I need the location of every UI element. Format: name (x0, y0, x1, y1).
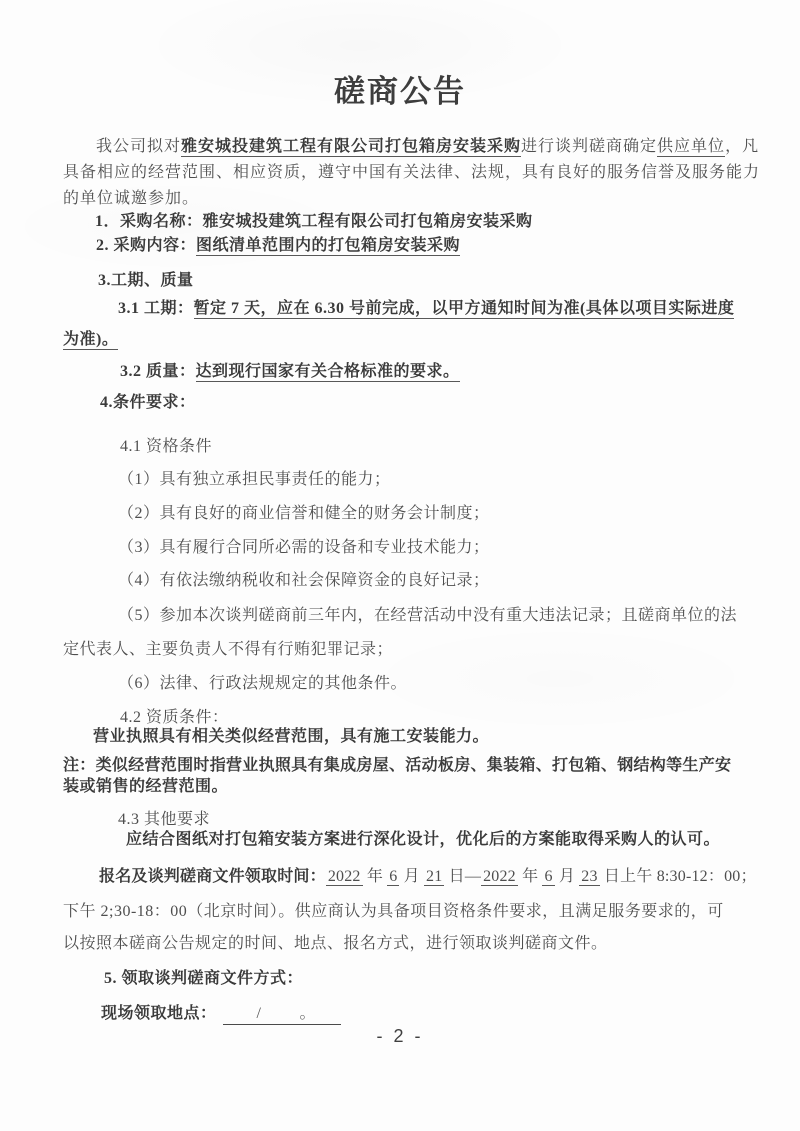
page-title: 磋商公告 (334, 74, 466, 109)
duration-value-line2: 为准)。 (63, 331, 119, 348)
reg-sep-1: 年 (362, 868, 388, 885)
section4-heading: 4.条件要求： (100, 394, 196, 411)
section43-value: 应结合图纸对打包箱安装方案进行深化设计，优化后的方案能取得采购人的认可。 (126, 831, 721, 848)
note-line-2: 装或销售的经营范围。 (63, 778, 229, 795)
section5-heading: 5. 领取谈判磋商文件方式： (104, 970, 304, 987)
condition-5-line1: （5）参加本次谈判磋商前三年内，在经营活动中没有重大违法记录；且磋商单位的法 (118, 607, 738, 624)
procurement-name-label: 1．采购名称： (95, 213, 203, 230)
condition-3: （3）具有履行合同所必需的设备和专业技术能力； (118, 539, 490, 556)
quality-line (120, 362, 460, 382)
reg-day-2: 23 (581, 868, 598, 885)
section43-heading: 4.3 其他要求 (118, 811, 211, 828)
reg-tail: 日上午 8:30-12：00； (599, 868, 757, 885)
intro-line-2: 具备相应的经营范围、相应资质，遵守中国有关法律、法规，具有良好的服务信誉及服务能力 (63, 164, 761, 181)
reg-day-1: 21 (426, 868, 443, 885)
registration-time-line (99, 867, 757, 887)
pickup-location-line (101, 1004, 341, 1025)
section42-value: 营业执照具有相关类似经营范围，具有施工安装能力。 (93, 728, 490, 745)
section42-heading: 4.2 资质条件： (120, 709, 229, 726)
project-name-underlined: 雅安城投建筑工程有限公司打包箱房安装采购 (181, 138, 522, 155)
intro-end: ，凡 (725, 138, 760, 155)
procurement-content-label: 2. 采购内容： (96, 237, 197, 254)
blank-period: 。 (299, 1005, 316, 1022)
section41-heading: 4.1 资格条件 (120, 438, 213, 455)
condition-4: （4）有依法缴纳税收和社会保障资金的良好记录； (118, 572, 490, 589)
blank-slash: / (256, 1005, 262, 1022)
duration-line-cont (63, 330, 118, 350)
duration-value-line1: 暂定 7 天，应在 6.30 号前完成，以甲方通知时间为准(具体以项目实际进度 (193, 300, 735, 317)
intro-mid: 进行谈判磋商确定 (521, 138, 658, 155)
note-line-1: 注：类似经营范围时指营业执照具有集成房屋、活动板房、集装箱、打包箱、钢结构等生产安 (63, 757, 732, 774)
pickup-location-blank (223, 1004, 341, 1025)
reg-sep-4: 年 (517, 868, 543, 885)
intro-line-1 (96, 137, 759, 157)
reg-sep-5: 月 (554, 868, 580, 885)
quality-label: 3.2 质量： (120, 363, 196, 380)
condition-1: （1）具有独立承担民事责任的能力； (118, 471, 391, 488)
reg-month-1: 6 (389, 868, 398, 885)
registration-time-line3: 以按照本磋商公告规定的时间、地点、报名方式，进行领取谈判磋商文件。 (63, 935, 608, 952)
duration-label: 3.1 工期： (118, 300, 194, 317)
reg-sep-3: 日— (444, 868, 482, 885)
supplier-underlined: 供应单位 (657, 138, 726, 155)
condition-6: （6）法律、行政法规规定的其他条件。 (118, 675, 408, 692)
reg-year-2: 2022 (483, 868, 516, 885)
condition-2: （2）具有良好的商业信誉和健全的财务会计制度； (118, 505, 490, 522)
page-number: - 2 - (376, 1026, 424, 1046)
pickup-location-label: 现场领取地点： (101, 1005, 217, 1022)
procurement-content-line (96, 236, 460, 256)
registration-time-label: 报名及谈判磋商文件领取时间： (99, 868, 326, 885)
reg-sep-2: 月 (399, 868, 425, 885)
condition-5-line2: 定代表人、主要负责人不得有行贿犯罪记录； (63, 641, 394, 658)
quality-value: 达到现行国家有关合格标准的要求。 (195, 363, 460, 380)
registration-time-line2: 下午 2;30-18：00（北京时间）。供应商认为具备项目资格条件要求，且满足服务要求的，可 (63, 903, 724, 920)
reg-year-1: 2022 (327, 868, 361, 885)
reg-month-2: 6 (544, 868, 553, 885)
section3-heading: 3.工期、质量 (98, 272, 194, 289)
procurement-content-value: 图纸清单范围内的打包箱房安装采购 (196, 237, 461, 254)
intro-line-3: 的单位诚邀参加。 (63, 190, 200, 207)
procurement-name-value: 雅安城投建筑工程有限公司打包箱房安装采购 (202, 213, 533, 230)
procurement-name-line (95, 212, 533, 232)
intro-prefix: 我公司拟对 (96, 138, 182, 155)
duration-line (118, 299, 734, 319)
